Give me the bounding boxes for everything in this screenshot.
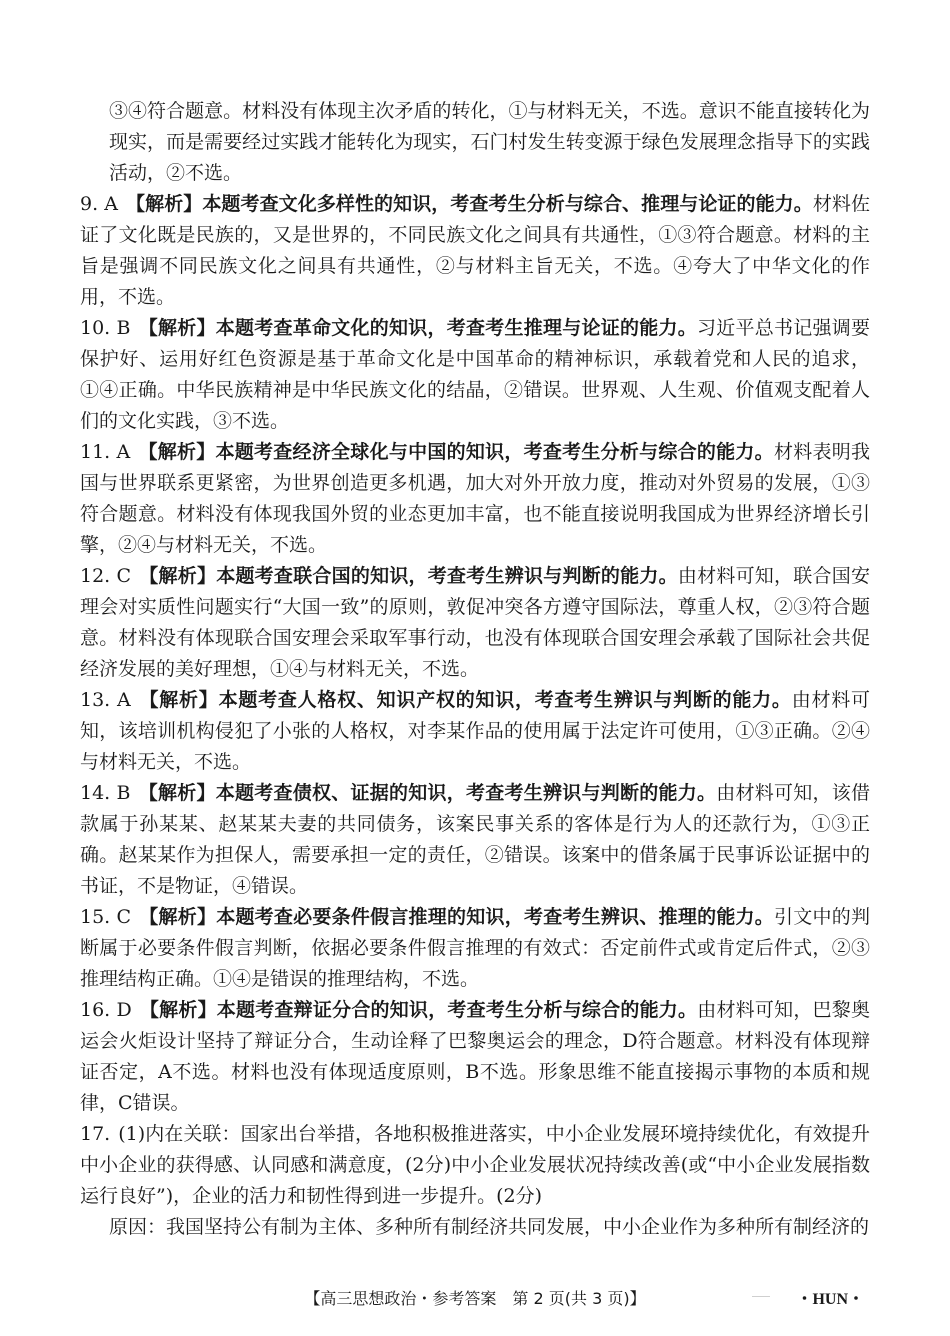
page-footer xyxy=(0,1286,950,1316)
analysis-text: 引文中的判断属于必要条件假言判断，依据必要条件假言推理的有效式：否定前件式或肯定后件式，②③推理结构正确。①④是错误的推理结构，不选。 xyxy=(80,906,870,990)
reason-paragraph: 原因：我国坚持公有制为主体、多种所有制经济共同发展，中小企业作为多种所有制经济的 xyxy=(109,1216,870,1238)
item-number: 16. D xyxy=(80,999,132,1021)
analysis-tag: 【解析】本题考查联合国的知识，考查考生辨识与判断的能力。 xyxy=(139,565,678,587)
answer-item-15 xyxy=(80,902,870,995)
analysis-tag: 【解析】本题考查辩证分合的知识，考查考生分析与综合的能力。 xyxy=(139,999,698,1021)
analysis-text: 由材料可知，该借款属于孙某某、赵某某夫妻的共同债务，该案民事关系的客体是行为人的还款行为，①③正确。赵某某作为担保人，需要承担一定的责任，②错误。该案中的借条属于民事诉讼证据中的书证，不是物证，④错误。 xyxy=(80,782,870,897)
answer-item-14 xyxy=(80,778,870,902)
answer-item-16 xyxy=(80,995,870,1119)
intro-paragraph: ③④符合题意。材料没有体现主次矛盾的转化，①与材料无关，不选。意识不能直接转化为现实，而是需要经过实践才能转化为现实，石门村发生转变源于绿色发展理念指导下的实践活动，②不选。 xyxy=(109,100,870,184)
analysis-text: 习近平总书记强调要保护好、运用好红色资源是基于革命文化是中国革命的精神标识，承载着党和人民的追求，①④正确。中华民族精神是中华民族文化的结晶，②错误。世界观、人生观、价值观支配着人们的文化实践，③不选。 xyxy=(80,317,870,432)
answer-item-9 xyxy=(80,189,870,313)
answer-item-13 xyxy=(80,685,870,778)
answer-item-12 xyxy=(80,561,870,685)
analysis-text: 由材料可知，巴黎奥运会火炬设计坚持了辩证分合，生动诠释了巴黎奥运会的理念，D符合题意。材料没有体现辩证否定，A不选。材料也没有体现适度原则，B不选。形象思维不能直接揭示事物的本质和规律，C错误。 xyxy=(80,999,870,1114)
analysis-tag: 【解析】本题考查债权、证据的知识，考查考生辨识与判断的能力。 xyxy=(138,782,717,804)
footer-page-info: 【高三思想政治・参考答案 第 2 页(共 3 页)】 xyxy=(304,1289,646,1308)
item-number: 17. xyxy=(80,1123,111,1145)
item-number: 10. B xyxy=(80,317,131,339)
answer-item-17 xyxy=(80,1119,870,1212)
item-number: 11. A xyxy=(80,441,131,463)
analysis-tag: 【解析】本题考查人格权、知识产权的知识，考查考生辨识与判断的能力。 xyxy=(138,689,792,711)
answer-item-11 xyxy=(80,437,870,561)
analysis-tag: 【解析】本题考查文化多样性的知识，考查考生分析与综合、推理与论证的能力。 xyxy=(125,193,813,215)
analysis-text: 材料表明我国与世界联系更紧密，为世界创造更多机遇，加大对外开放力度，推动对外贸易的发展，①③符合题意。材料没有体现我国外贸的业态更加丰富，也不能直接说明我国成为世界经济增长引擎，②④与材料无关，不选。 xyxy=(80,441,870,556)
item-number: 12. C xyxy=(80,565,132,587)
analysis-tag: 【解析】本题考查必要条件假言推理的知识，考查考生辨识、推理的能力。 xyxy=(139,906,775,928)
answer-content xyxy=(80,96,870,1243)
analysis-tag: 【解析】本题考查革命文化的知识，考查考生推理与论证的能力。 xyxy=(138,317,697,339)
footer-divider xyxy=(752,1296,770,1297)
answer-item-10 xyxy=(80,313,870,437)
item-number: 9. A xyxy=(80,193,118,215)
item-number: 15. C xyxy=(80,906,132,928)
analysis-text: 材料佐证了文化既是民族的，又是世界的，不同民族文化之间具有共通性，①③符合题意。材料的主旨是强调不同民族文化之间具有共通性，②与材料主旨无关，不选。④夸大了中华文化的作用，不选。 xyxy=(80,193,870,308)
item-number: 13. A xyxy=(80,689,131,711)
analysis-text: 由材料可知，联合国安理会对实质性问题实行“大国一致”的原则，敦促冲突各方遵守国际法，尊重人权，②③符合题意。材料没有体现联合国安理会采取军事行动，也没有体现联合国安理会承载了国际社会共促经济发展的美好理想，①④与材料无关，不选。 xyxy=(80,565,870,680)
analysis-text: (1)内在关联：国家出台举措，各地积极推进落实，中小企业发展环境持续优化，有效提升中小企业的获得感、认同感和满意度，(2分)中小企业发展状况持续改善(或“中小企业发展指数运行良好”)，企业的活力和韧性得到进一步提升。(2分) xyxy=(80,1123,870,1207)
item-number: 14. B xyxy=(80,782,131,804)
analysis-tag: 【解析】本题考查经济全球化与中国的知识，考查考生分析与综合的能力。 xyxy=(138,441,774,463)
analysis-text: 由材料可知，该培训机构侵犯了小张的人格权，对李某作品的使用属于法定许可使用，①③正确。②④与材料无关，不选。 xyxy=(80,689,870,773)
footer-region-code: ・HUN・ xyxy=(796,1291,864,1308)
